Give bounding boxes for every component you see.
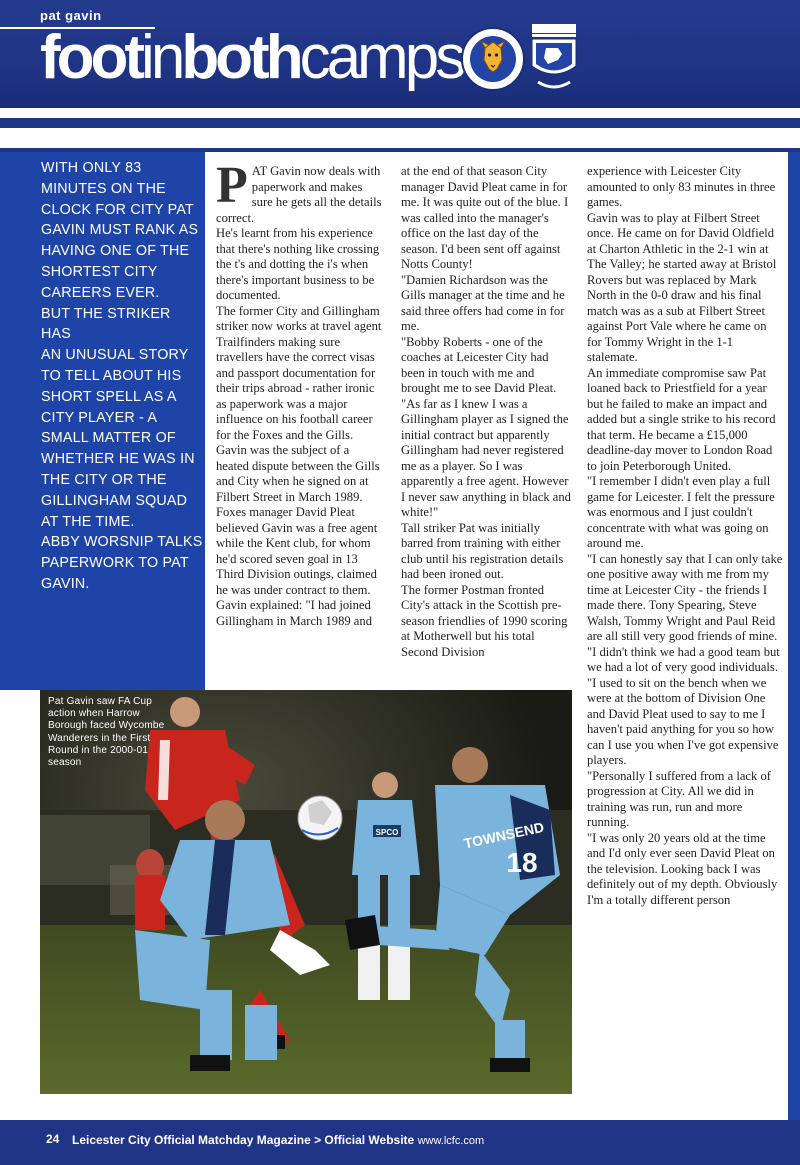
intro-line: WHETHER HE WAS IN xyxy=(41,451,195,468)
title-word-both: both xyxy=(181,23,300,92)
intro-line: GILLINGHAM SQUAD xyxy=(41,492,188,509)
article-paragraph: experience with Leicester City amounted to only 83 minutes in three games. xyxy=(587,164,776,209)
article-paragraph: "I used to sit on the bench when we were at the bottom of Division One and David Pleat used to say to me I haven't paid anything for you so how can I use you when I've got expensive players. xyxy=(587,675,779,767)
intro-line: SHORT SPELL AS A xyxy=(41,388,177,405)
footer-url-link[interactable]: www.lcfc.com xyxy=(417,1135,485,1147)
article-paragraph: He's learnt from his experience that there's nothing like crossing the t's and dotting the i's when there's important business to be documented. xyxy=(216,226,380,302)
intro-line: PAPERWORK TO PAT xyxy=(41,555,189,572)
leicester-city-crest-icon xyxy=(460,22,526,96)
article-paragraph: "I can honestly say that I can only take one positive away with me from my time at Leicester City - the friends I made there. Tony Spearing, Steve Walsh, Tommy Wright and Paul Reid are all still very good friends of mine. xyxy=(587,551,783,643)
intro-line: GAVIN. xyxy=(41,575,90,592)
gillingham-crest-icon xyxy=(528,22,580,92)
intro-line: CITY PLAYER - A xyxy=(41,409,158,426)
article-paragraph: "Damien Richardson was the Gills manager at the time and he said three offers had come in for me. xyxy=(401,272,565,333)
article-paragraph: The former City and Gillingham striker now works at travel agent Trailfinders making sure travellers have the correct visas and passport documentation for their trips abroad - rather ironic as paperwork was a major influence on his football career for the Foxes and the Gills. xyxy=(216,303,382,442)
article-paragraph: Gavin was the subject of a heated dispute between the Gills and City when he signed on at Filbert Street in March 1989. xyxy=(216,443,380,504)
article-column-3 xyxy=(587,164,783,908)
article-paragraph: Gavin explained: "I had joined Gillingham in March 1989 and xyxy=(216,598,372,628)
page-number: 24 xyxy=(46,1132,60,1146)
page-title xyxy=(40,22,462,94)
right-edge-band xyxy=(788,152,800,1120)
article-paragraph: "I didn't think we had a good team but we had a lot of very good individuals. xyxy=(587,644,780,674)
article-column-2 xyxy=(401,164,571,660)
article-paragraph: "I remember I didn't even play a full game for Leicester. I felt the pressure was enormous and I just couldn't concentrate with what was going on around me. xyxy=(587,474,775,550)
intro-line: GAVIN MUST RANK AS xyxy=(41,222,199,239)
header-divider xyxy=(0,108,800,118)
article-paragraph: at the end of that season City manager David Pleat came in for me. It was quite out of the blue. I was called into the manager's office on the last day of the season. I'd been sent off against Notts County! xyxy=(401,164,569,271)
intro-line: AT THE TIME. xyxy=(41,513,135,530)
intro-text xyxy=(41,158,203,595)
article-paragraph: The former Postman fronted City's attack in the Scottish pre-season friendlies of 1990 scoring at Motherwell but his total Second Division xyxy=(401,582,568,659)
shirt-name: TOWNSEND xyxy=(462,818,546,852)
article-paragraph: "As far as I knew I was a Gillingham player as I signed the initial contract but apparently Gillingham had never registered me as a player. So I was apparently a free agent. However I never saw anything in black and white!" xyxy=(401,396,571,519)
title-word-camps: camps xyxy=(299,23,463,92)
page-header xyxy=(0,0,800,108)
footer-label: Leicester City Official Matchday Magazine > Official Website xyxy=(72,1133,415,1147)
article-column-1 xyxy=(216,157,382,629)
article-lead: AT Gavin now deals with paperwork and makes sure he gets all the details correct. xyxy=(216,164,382,225)
page-footer xyxy=(0,1120,800,1165)
shirt-number: 18 xyxy=(506,847,538,878)
footer-text xyxy=(72,1133,484,1147)
intro-line: THE CITY OR THE xyxy=(41,471,167,488)
title-word-foot: foot xyxy=(40,23,142,92)
article-paragraph: Tall striker Pat was initially barred from training with either club until his registration details had been ironed out. xyxy=(401,520,564,581)
drop-cap: P xyxy=(216,157,248,214)
intro-line: ABBY WORSNIP TALKS xyxy=(41,534,203,551)
intro-line: SHORTEST CITY xyxy=(41,263,158,280)
intro-line: HAVING ONE OF THE xyxy=(41,243,190,260)
intro-line: BUT THE STRIKER HAS xyxy=(41,305,171,343)
article-paragraph: "Bobby Roberts - one of the coaches at Leicester City had been in touch with me and brought me to see David Pleat. xyxy=(401,334,557,395)
intro-line: CLOCK FOR CITY PAT xyxy=(41,201,194,218)
article-paragraph: An immediate compromise saw Pat loaned back to Priestfield for a year but he failed to make an impact and added but a single strike to his record that term. He became a £15,000 deadline-day mover to London Road to join Peterborough United. xyxy=(587,365,776,473)
intro-line: AN UNUSUAL STORY xyxy=(41,347,189,364)
header-band xyxy=(0,118,800,128)
intro-line: TO TELL ABOUT HIS xyxy=(41,367,182,384)
article-paragraph: "Personally I suffered from a lack of progression at City. All we did in training was run, run and more running. xyxy=(587,768,771,829)
article-paragraph: "I was only 20 years old at the time and I'd only ever seen David Pleat on the television. Looking back I was definitely out of my depth. Obviously I'm a totally different person xyxy=(587,830,778,907)
intro-line: SMALL MATTER OF xyxy=(41,430,176,447)
article-paragraph: Foxes manager David Pleat believed Gavin was a free agent while the Kent club, for whom he'd scored seven goal in 13 Third Division outings, claimed he was under contract to them. xyxy=(216,505,378,597)
article-paragraph: Gavin was to play at Filbert Street once. He came on for David Oldfield at Charton Athletic in the 2-1 win at The Valley; he started away at Bristol Rovers but was replaced by Mark North in the 0-0 draw and his final match was as a sub at Filbert Street against Port Vale where he came on for Tommy Wright in the 1-1 stalemate. xyxy=(587,210,777,364)
sponsor-text: SPCO xyxy=(375,828,399,837)
title-word-in: in xyxy=(141,23,182,92)
photo-caption: Pat Gavin saw FA Cup action when Harrow Borough faced Wycombe Wanderers in the First Round in the 2000-01 season xyxy=(48,696,165,769)
intro-line: CAREERS EVER. xyxy=(41,284,160,301)
intro-line: MINUTES ON THE xyxy=(41,180,166,197)
header-gap xyxy=(0,128,800,148)
intro-line: WITH ONLY 83 xyxy=(41,160,142,176)
section-kicker: pat gavin xyxy=(40,8,102,23)
